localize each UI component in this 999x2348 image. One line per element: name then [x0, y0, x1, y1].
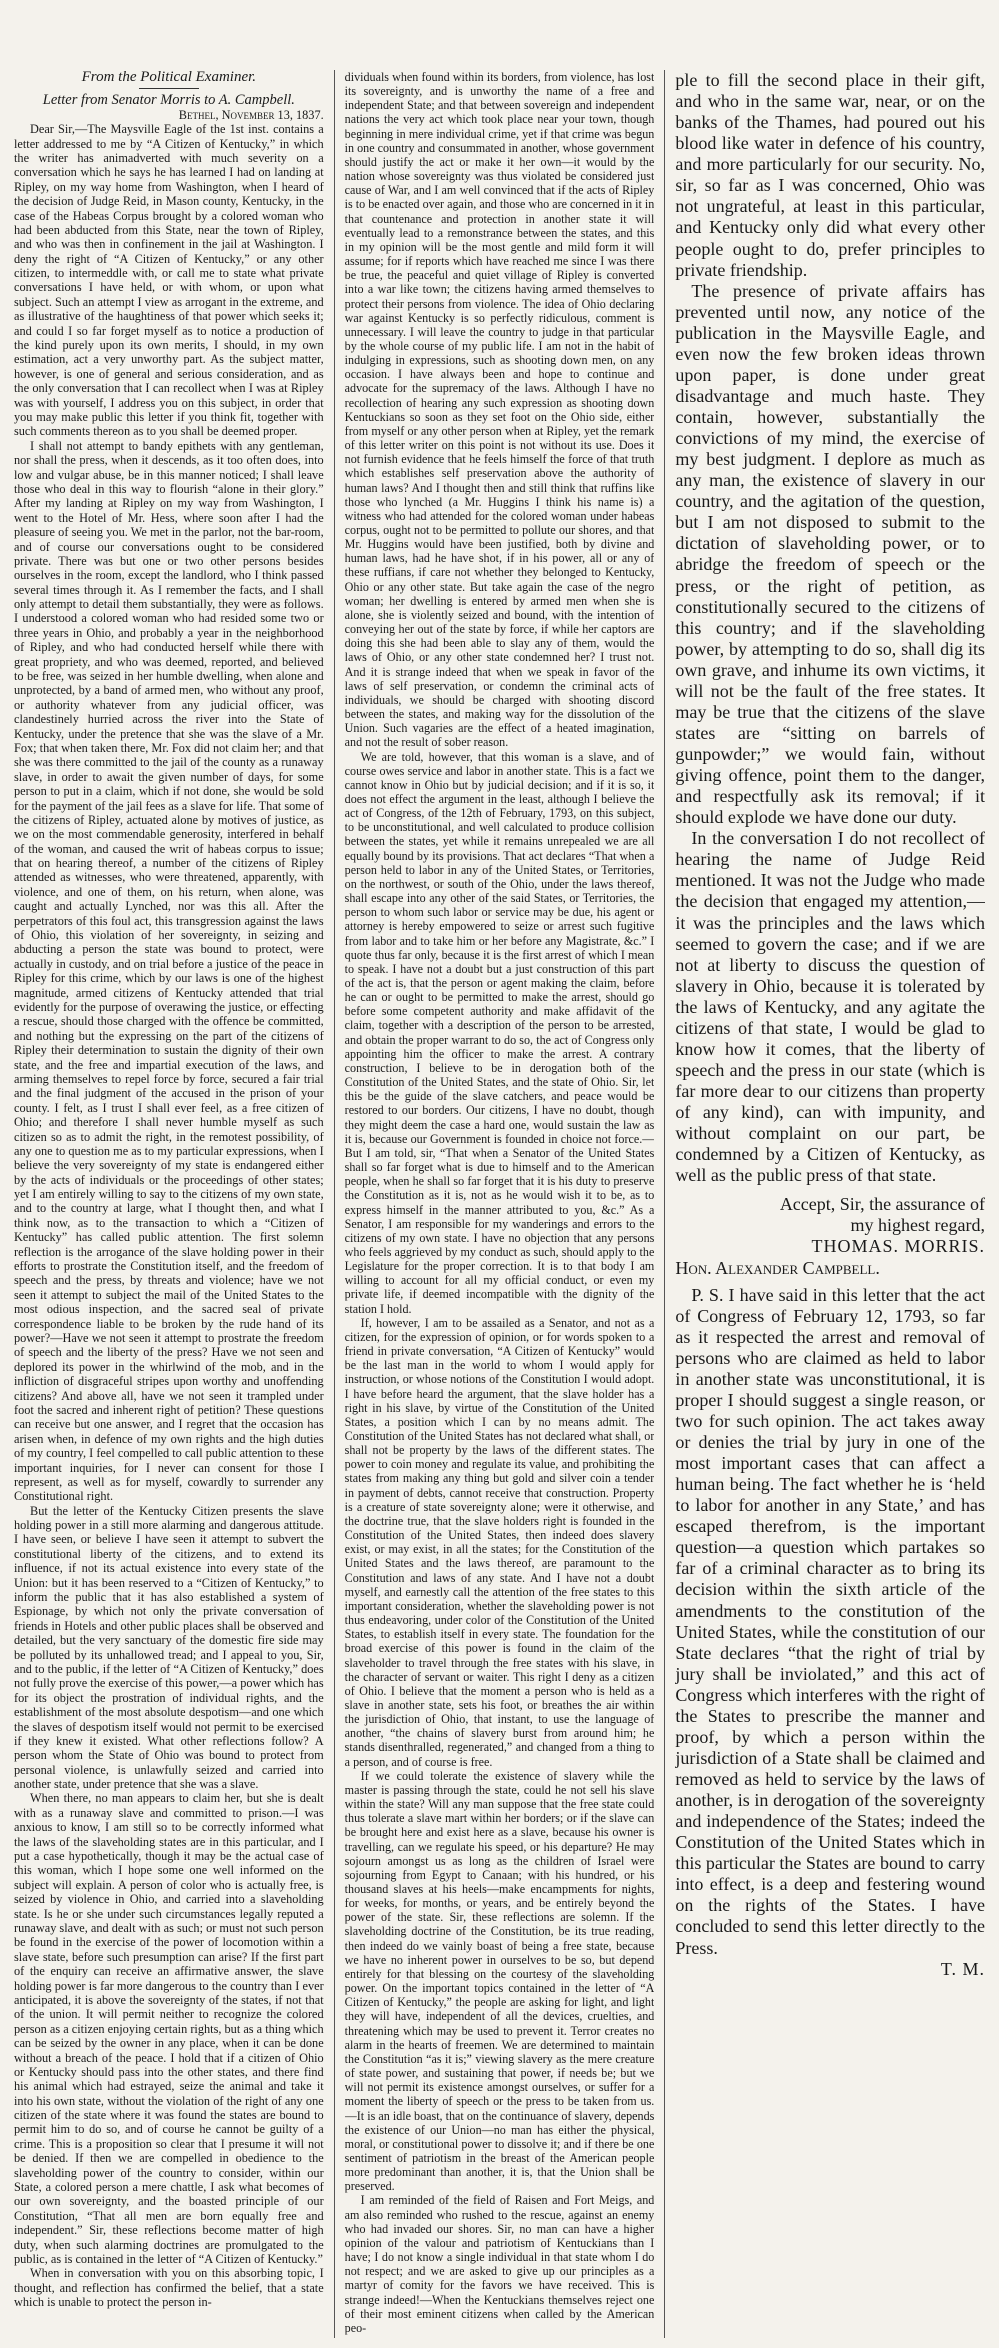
paragraph: In the conversation I do not recollect of hearing the name of Judge Reid mentioned. It was not the Judge who made the decision that engaged my attention,—it was the principles and the laws which seemed to govern the case; and if we are not at liberty to discuss the question of slavery in Ohio, because it is tolerated by the laws of Kentucky, and any agitate the citizens of that state, I would be glad to know how it comes, that the liberty of speech and the press in our state (which is far more dear to our citizens than property of any kind), can with impunity, and without complaint on our part, be condemned by a Citizen of Kentucky, as well as the public press of that state.	[675, 828, 986, 1186]
paragraph: If we could tolerate the existence of slavery while the master is passing through the state, could he not sell his slave within the state? Will any man suppose that the free state could thus tolerate a slave mart within her borders; or if the slave can be brought here and exist here as a slave, because his owner is travelling, can we regulate his speed, or his departure? He may sojourn amongst us as long as the children of Israel were sojourning from Egypt to Canaan; with his hundred, or his thousand slaves at his heels—make encampments for nights, for weeks, for months, or years, and be entirely beyond the power of the state. Sir, these reflections are solemn. If the slaveholding doctrine of the Constitution, be its true reading, then indeed do we vainly boast of being a free state, because we have no inherent power in ourselves to be so, but depend entirely for that blessing on the courtesy of the slaveholding power. On the important topics contained in the letter of “A Citizen of Kentucky,” the people are asking for light, and light they will have, independent of all the devices, cruelties, and threatening which may be used to prevent it. Terror creates no alarm in the hearts of freemen. We are determined to maintain the Constitution “as it is;” viewing slavery as the mere creature of state power, and sustaining that power, if needs be; but we will not permit its existence amongst ourselves, or suffer for a moment the liberty of speech or the press to be taken from us.—It is an idle boast, that on the continuance of slavery, depends the existence of our Union—no man has either the physical, moral, or constitutional power to dissolve it; and if there be one sentiment of patriotism in the breast of the American people more predominant than another, it is, that the Union shall be preserved.	[344, 1768, 655, 2194]
article-title: Letter from Senator Morris to A. Campbell.	[14, 88, 324, 107]
column-rule	[664, 70, 665, 2338]
source-line: From the Political Examiner.	[81, 70, 257, 85]
column-rule	[334, 70, 335, 2338]
column-2	[345, 70, 655, 2338]
signature: THOMAS. MORRIS.	[811, 1236, 986, 1257]
column-1	[14, 70, 324, 2338]
paragraph: Dear Sir,—The Maysville Eagle of the 1st inst. contains a letter addressed to me by “A Citizen of Kentucky,” in which the writer has animadverted with much severity on a conversation which he says he has learned I had on landing at Ripley, on my way home from Washington, when I heard of the decision of Judge Reid, in Mason county, Kentucky, in the case of the Habeas Corpus brought by a colored woman who had been abducted from this State, near the town of Ripley, and who was then in confinement in the jail at Washington. I deny the right of “A Citizen of Kentucky,” or any other citizen, to intermeddle with, or call me to state what private conversations I have held, or with whom, or upon what subject. Such an attempt I view as arrogant in the extreme, and as illustrative of the haughtiness of that power which seeks it; and could I so far forget myself as to notice a production of the kind purely upon its own merits, I should, in my own estimation, act a very unworthy part. As the subject matter, however, is one of general and serious consideration, and as the only conversation that I can recollect when I was at Ripley was with yourself, I address you on this subject, in order that you may make public this letter if you think fit, together with such comments thereon as to you shall be deemed proper.	[14, 122, 324, 439]
closing-line: my highest regard,	[850, 1215, 986, 1236]
postscript-signature: T. M.	[940, 1958, 986, 1979]
paragraph: When in conversation with you on this absorbing topic, I thought, and reflection has confirmed the belief, that a state which is unable to protect the person in-	[14, 2266, 324, 2310]
addressee: Hon. Alexander Campbell.	[675, 1257, 880, 1278]
column-3	[675, 70, 985, 2338]
paragraph: ple to fill the second place in their gift, and who in the same war, near, or on the banks of the Thames, had poured out his blood like water in defence of his country, and more particularly for our security. No, sir, so far as I was concerned, Ohio was not ungrateful, at least in this particular, and Kentucky only did what every other people ought to do, prefer principles to private friendship.	[675, 70, 986, 280]
paragraph: I shall not attempt to bandy epithets with any gentleman, nor shall the press, when it descends, as it too often does, into low and vulgar abuse, be in this manner noticed; I shall leave those who deal in this way to flourish “alone in their glory.” After my landing at Ripley on my way from Washington, I went to the Hotel of Mr. Hess, where soon after I had the pleasure of seeing you. We met in the parlor, not the bar-room, and of course our conversations ought to be considered private. There was but one or two other persons besides ourselves in the room, except the landlord, who I think passed several times through it. As I remember the facts, and I shall only attempt to detail them substantially, they were as follows. I understood a colored woman who had resided some two or three years in Ohio, and probably a year in the neighborhood of Ripley, and who had conducted herself while there with great propriety, and who was deemed, reported, and believed to be free, was seized in her humble dwelling, when alone and unprotected, by a band of armed men, who without any proof, or authority whatever from any judicial officer, was clandestinely hurried across the river into the State of Kentucky, under the pretence that she was the slave of a Mr. Fox; that when taken there, Mr. Fox did not claim her; and that she was there committed to the jail of the county as a runaway slave, in order to await the given number of days, for some person to put in a claim, which if not done, she would be sold for the payment of the jail fees as a slave for life. That some of the citizens of Ripley, actuated alone by motives of justice, as we on the most commendable generosity, interfered in behalf of the woman, and caused the writ of habeas corpus to issue; that on hearing thereof, a number of the citizens of Ripley attended as witnesses, who were threatened, apparently, with violence, and one of them, on his return, when alone, was caught and actually Lynched, nor was this all. After the perpetrators of this foul act, this transgression against the laws of Ohio, this violation of her sovereignty, in seizing and abducting a person the state was bound to protect, were actually in custody, and on trial before a justice of the peace in Ripley for this crime, which by our laws is one of the highest magnitude, armed citizens of Kentucky attended that trial evidently for the purpose of overawing the justice, or effecting a rescue, should those charged with the offence be committed, and nothing but the expressing on the part of the citizens of Ripley their determination to sustain the dignity of their own state, and the free and impartial execution of the laws, and arming themselves to repel force by force, secured a fair trial and the final judgment of the accused in the prison of your county. I felt, as I trust I shall ever feel, as a free citizen of Ohio; and therefore I shall never humble myself as such citizen so as to admit the right, in the remotest possibility, of any one to question me as to my particular expressions, when I believe the very sovereignty of my state is endangered either by the acts of individuals or the proceedings of other states; yet I am entirely willing to say to the citizens of my own state, and to the country at large, what I thought then, and what I think now, as to the transaction to which a “Citizen of Kentucky” has called public attention. The first solemn reflection is the arrogance of the slave holding power in their efforts to prostrate the Constitution itself, and the freedom of speech and the press, by threats and violence; have we not seen it attempt to subject the mail of the United States to the most odious inspection, and the sacred seal of private correspondence liable to be broken by the rude hand of its power?—Have we not seen it attempt to prostrate the freedom of speech and the liberty of the press? Have we not seen and deplored its power in the whirlwind of the mob, and in the infliction of disgraceful stripes upon worthy and unoffending citizens? And above all, have we not seen it trampled under foot the sacred and inherent right of petition? These questions can receive but one answer, and I regret that the occasion has arisen when, in defence of my own rights and the high duties of my country, I feel compelled to call public attention to these important inquiries, for I never can consent for those I represent, as well as for myself, cowardly to surrender any Constitutional right.	[14, 438, 324, 1504]
paragraph: But the letter of the Kentucky Citizen presents the slave holding power in a still more alarming and dangerous attitude. I have seen, or believe I have seen it attempt to subvert the constitutional liberty of the citizens, and to extend its influence, if not its actual existence into every state of the Union: but it has been reserved to a “Citizen of Kentucky,” to inform the public that it has also established a system of Espionage, by which not only the private conversation of friends in Hotels and other public places shall be observed and detailed, but the very sanctuary of the domestic fire side may be polluted by its unhallowed tread; and I appeal to you, Sir, and to the public, if the letter of “A Citizen of Kentucky,” does not fully prove the exercise of this power,—a power which has for its object the prostration of individual rights, and the establishment of the most absolute despotism—and one which the slaves of despotism itself would not permit to be exercised if they knew it existed. What other reflections follow? A person whom the State of Ohio was bound to protect from personal violence, is unlawfully seized and carried into another state, under pretence that she was a slave.	[14, 1503, 324, 1792]
paragraph: dividuals when found within its borders, from violence, has lost its sovereignty, and is unworthy the name of a free and independent State; and that between sovereign and independent nations the very act which took place near your town, though beginning in mere individual crime, yet if that crime was begun in one country and consummated in another, whose government should justify the act or make it her own—it would by the nation whose sovereignty was thus violated be considered just cause of War, and I am well convinced that if the acts of Ripley is to be enacted over again, and those who are concerned in it in that countenance and protection in another state it will eventually lead to a remonstrance between the states, and this in my opinion will be the most gentle and mild form it will assume; for if reports which have reached me since I was there be true, the peaceful and quiet village of Ripley is converted into a war like town; the citizens having armed themselves to protect their persons from violence. The idea of Ohio declaring war against Kentucky is so perfectly ridiculous, comment is unnecessary. I will leave the country to judge in that particular by the whole course of my public life. I am not in the habit of indulging in expressions, such as shooting down men, on any occasion. I have always been and hope to continue and advocate for the supremacy of the laws. Although I have no recollection of hearing any such expression as shooting down Kentuckians so soon as they set foot on the Ohio side, either from myself or any other person when at Ripley, yet the remark of this letter writer on this point is not without its use. Does it not furnish evidence that he feels himself the force of that truth which establishes self preservation above the authority of human laws? And I thought then and still think that ruffins like those who lynched (a Mr. Huggins I think his name is) a witness who had attended for the colored woman under habeas corpus, ought not to be permitted to pollute our shores, and that Mr. Huggins would have been justified, both by divine and human laws, had he have shot, if in his power, all or any of these ruffians, if care not whether they belonged to Kentucky, Ohio or any other state. But take again the case of the negro woman; her dwelling is entered by armed men when she is alone, she is violently seized and bound, with the intention of conveying her out of the state by force, if while her captors are doing this she had been able to slay any of them, would the laws of Ohio, or any other state condemned her? I trust not. And it is strange indeed that when we speak in favor of the laws of self preservation, or condemn the criminal acts of individuals, we should be charged with shooting discord between the states, and making way for the dissolution of the Union. Such vagaries are the effect of a heated imagination, and not the result of sober reason.	[344, 70, 655, 750]
postscript: P. S. I have said in this letter that the act of Congress of February 12, 1793, so far as it respected the arrest and removal of persons who are claimed as held to labor in another state was unconstitutional, it is proper I should suggest a single reason, or two for such opinion. The act takes away or denies the trial by jury in one of the most important cases that can affect a human being. The fact whether he is ‘held to labor for another in any State,’ and has escaped therefrom, is the important question—a question which partakes so far of a criminal character as to bring its decision within the sixth article of the amendments to the constitution of the United States, while the constitution of our State declares “that the right of trial by jury shall be inviolated,” and this act of Congress which interferes with the right of the States to prescribe the manner and proof, by which a person within the jurisdiction of a State shall be claimed and removed as held to service by the laws of another, is in derogation of the sovereignty and independence of the States; indeed the Constitution of the United States which in this particular the States are bound to carry into effect, is a deep and festering wound on the rights of the States. I have concluded to send this letter directly to the Press.	[675, 1284, 986, 1958]
paragraph: We are told, however, that this woman is a slave, and of course owes service and labor in another state. This is a fact we cannot know in Ohio but by judicial decision; and if it is so, it does not effect the argument in the least, although I believe the act of Congress, of the 12th of February, 1793, on this subject, to be unconstitutional, and well calculated to produce collision between the states, yet while it remains unrepealed we are all equally bound by its provisions. That act declares “That when a person held to labor in any of the United States, or Territories, on the northwest, or south of the Ohio, under the laws thereof, shall escape into any other of the said States, or Territories, the person to whom such labor or service may be due, his agent or attorney is hereby empowered to seize or arrest such fugitive from labor and to take him or her before any Magistrate, &c.” I quote thus far only, because it is the first arrest of which I mean to speak. I have not a doubt but a just construction of this part of the act is, that the person or agent making the claim, before he can or ought to be permitted to make the arrest, should go before some competent authority and make affidavit of the claim, together with a description of the person to be arrested, and obtain the proper warrant to do so, the act of Congress only appointing him the officer to make the arrest. A contrary construction, I believe to be in derogation both of the Constitution of the United States, and the state of Ohio. Sir, let this be the guide of the slave catchers, and peace would be restored to our borders. Our citizens, I have no doubt, though they might deem the case a hard one, would sustain the law as it is, because our Government is founded in choice not force.—But I am told, sir, “That when a Senator of the United States shall so far forget what is due to himself and to the American people, when he shall so far forget that it is his duty to preserve the Constitution as it is, not as he would wish it to be, as to express himself in the manner attributed to you, &c.” As a Senator, I am responsible for my wanderings and errors to the citizens of my own state. I have no objection that any persons who feels aggrieved by my conduct as such, should apply to the Legislature for the proper correction. It is to that body I am willing to account for all my official conduct, or even my private life, if deemed incompatible with the dignity of the station I hold.	[344, 749, 655, 1316]
closing-line: Accept, Sir, the assurance of	[779, 1194, 986, 1215]
paragraph: When there, no man appears to claim her, but she is dealt with as a runaway slave and committed to prison.—I was anxious to know, I am still so to be correctly informed what the laws of the slaveholding states are in this particular, and I put a case hypothetically, though it may be the actual case of this woman, which I hope some one well informed on the subject will explain. A person of color who is actually free, is seized by violence in Ohio, and carried into a slaveholding state. Is he or she under such circumstances legally reputed a runaway slave, and dealt with as such; or must not such person be found in the exercise of the power of locomotion within a slave state, before such presumption can arise? If the first part of the enquiry can receive an affirmative answer, the slave holding power is far more dangerous to the country than I ever anticipated, it is above the sovereignty of the states, if not that of the union. It will permit neither to recognize the colored person as a citizen enjoying certain rights, but as a thing which can be seized by the owner in any place, when it can be done without a breach of the peace. I hold that if a citizen of Ohio or Kentucky should pass into the other states, and there find his animal which had estrayed, seize the animal and take it into his own state, without the violation of the right of any one citizen of the state where it was found the states are bound to permit him to do so, and of course he cannot be guilty of a crime. This is a proposition so clear that I presume it will not be denied. If then we are compelled in obedience to the slaveholding power of the country to consider, within our State, a colored person a mere chattle, I ask what becomes of our own sovereignty, and the boasted principle of our Constitution, “That all men are born equally free and independent.” Sir, these reflections become matter of high duty, when such alarming doctrines are promulgated to the public, as is contained in the letter of “A Citizen of Kentucky.”	[14, 1791, 324, 2266]
paragraph: I am reminded of the field of Raisen and Fort Meigs, and am also reminded who rushed to the rescue, against an enemy who had invaded our shores. Sir, no man can have a higher opinion of the valour and patriotism of Kentuckians than I have; I do not know a single individual in that state whom I do not respect; and we are asked to give up our principles as a martyr of comity for the favors we have received. This is strange indeed!—When the Kentuckians themselves reject one of their most eminent citizens when called by the American peo-	[344, 2193, 655, 2335]
paragraph: If, however, I am to be assailed as a Senator, and not as a citizen, for the expression of opinion, or for words spoken to a friend in private conversation, “A Citizen of Kentucky” would be the last man in the world to whom I would apply for instruction, or whose notions of the Constitution I would adopt. I have before heard the argument, that the slave holder has a right in his slave, by virtue of the Constitution of the United States, a position which I can by no means admit. The Constitution of the United States has not declared what shall, or shall not be property by the laws of the different states. The power to coin money and regulate its value, and prohibiting the states from making any thing but gold and silver coin a tender in payment of debts, cannot receive that construction. Property is a creature of state sovereignty alone; were it otherwise, and the doctrine true, that the slave holders right is founded in the Constitution of the United States, then indeed does slavery exist, or may exist, in all the states; for the Constitution of the United States and the laws thereof, are paramount to the Constitution and laws of any state. And I have not a doubt myself, and earnestly call the attention of the free states to this important consideration, whether the slaveholding power is not thus endeavoring, under color of the Constitution of the United States, to establish itself in every state. The foundation for the broad exercise of this power is found in the claim of the slaveholder to travel through the free states with his slave, in the character of servant or waiter. This right I deny as a citizen of Ohio. I believe that the moment a person who is held as a slave in another state, sets his foot, or breathes the air within the jurisdiction of Ohio, that instant, to use the language of another, “the chains of slavery burst from around him; he stands disenthralled, regenerated,” and changed from a thing to a person, and of course is free.	[344, 1315, 655, 1769]
paragraph: The presence of private affairs has prevented until now, any notice of the publication in the Maysville Eagle, and even now the few broken ideas thrown upon paper, is done under great disadvantage and much haste. They contain, however, substantially the convictions of my mind, the exercise of my best judgment. I deplore as much as any man, the existence of slavery in our country, and the agitation of the question, but I am not disposed to submit to the dictation of slaveholding power, or to abridge the freedom of speech or the press, or the right of petition, as constitutionally secured to the citizens of this country; and if the slaveholding power, by attempting to do so, shall dig its own grave, and inhume its own victims, it will not be the fault of the free states. It may be true that the citizens of the slave states are “sitting on barrels of gunpowder;” we would fain, without giving offence, point them to the danger, and respectfully ask its removal; if it should explode we have done our duty.	[675, 280, 986, 828]
dateline: Bethel, November 13, 1837.	[178, 107, 324, 122]
